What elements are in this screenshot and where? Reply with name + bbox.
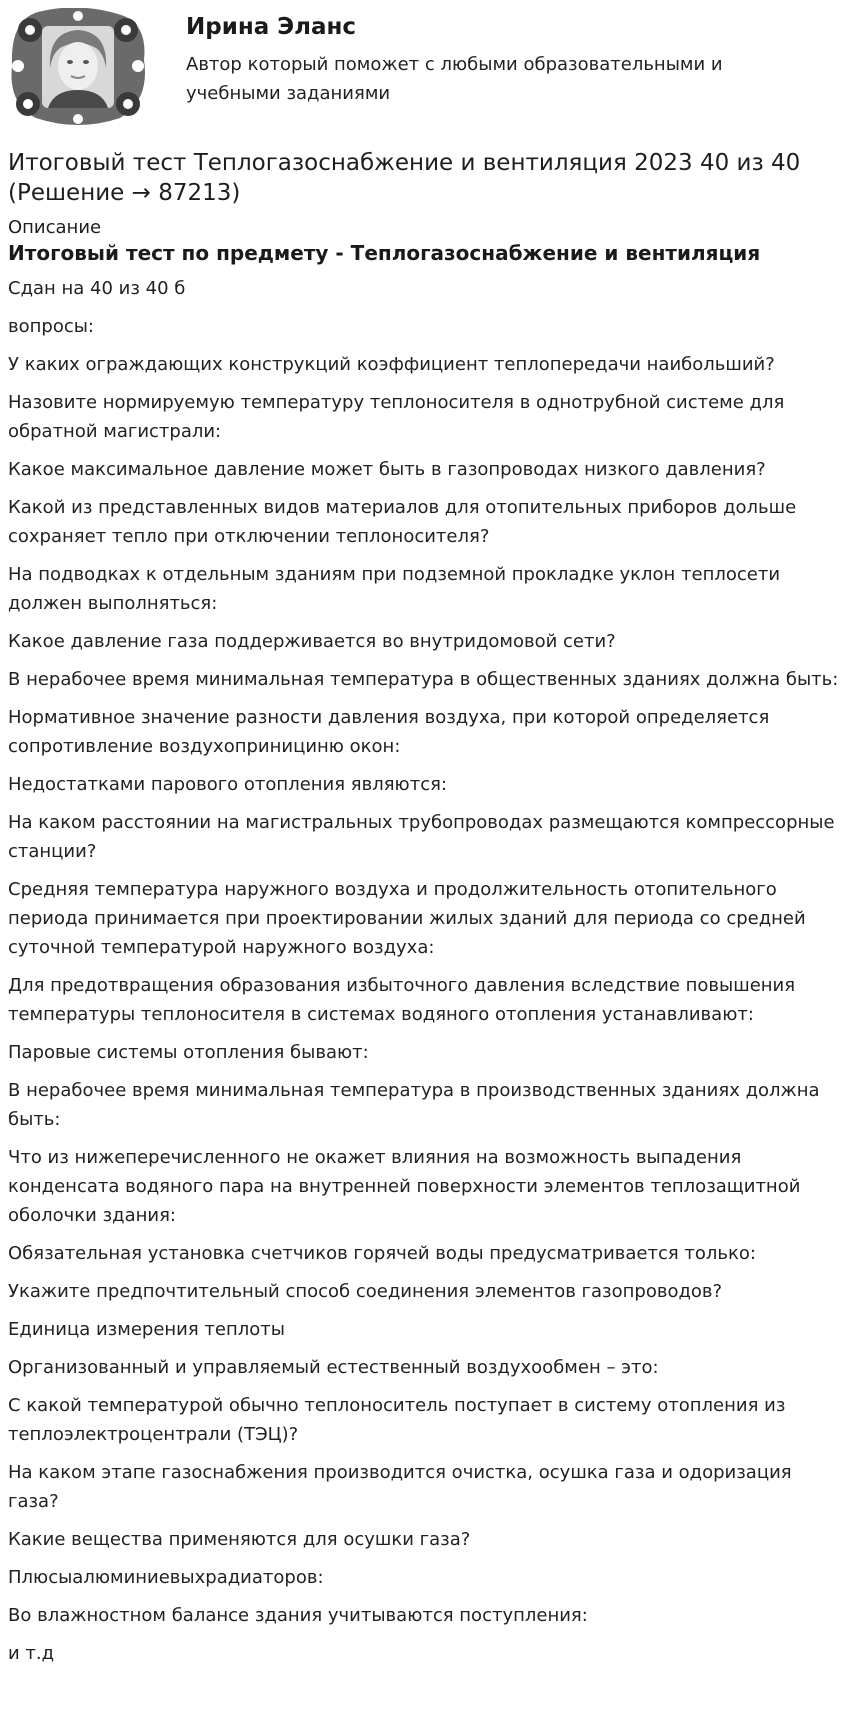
questions-label: вопросы:	[8, 316, 95, 337]
question-item: Назовите нормируемую температуру теплоносителя в однотрубной системе для обратной магистрали:	[8, 392, 785, 442]
question-item: Паровые системы отопления бывают:	[8, 1042, 369, 1063]
question-item: С какой температурой обычно теплоноситель поступает в систему отопления из теплоэлектроцентрали (ТЭЦ)?	[8, 1395, 786, 1445]
description-label: Описание	[8, 217, 102, 238]
score-text: Сдан на 40 из 40 б	[8, 278, 186, 299]
page-title: Итоговый тест Теплогазоснабжение и вентиляция 2023 40 из 40 (Решение → 87213)	[8, 150, 801, 206]
question-item: Что из нижеперечисленного не окажет влияния на возможность выпадения конденсата водяного пара на внутренней поверхности элементов теплозащитной оболочки здания:	[8, 1147, 801, 1226]
question-item: Организованный и управляемый естественный воздухообмен – это:	[8, 1357, 659, 1378]
question-item: Во влажностном балансе здания учитываются поступления:	[8, 1605, 588, 1626]
question-item: В нерабочее время минимальная температура в общественных зданиях должна быть:	[8, 669, 839, 690]
question-item: Недостатками парового отопления являются:	[8, 774, 447, 795]
question-item: Какое максимальное давление может быть в газопроводах низкого давления?	[8, 459, 766, 480]
question-item: В нерабочее время минимальная температура в производственных зданиях должна быть:	[8, 1080, 820, 1130]
question-item: Обязательная установка счетчиков горячей воды предусматривается только:	[8, 1243, 756, 1264]
author-description: Автор который поможет с любыми образовательными и учебными заданиями	[186, 54, 723, 104]
question-item: На подводках к отдельным зданиям при подземной прокладке уклон теплосети должен выполняться:	[8, 564, 781, 614]
question-item: Плюсыалюминиевыхрадиаторов:	[8, 1567, 324, 1588]
author-name: Ирина Эланс	[186, 14, 357, 40]
author-avatar	[8, 8, 148, 126]
question-item: Средняя температура наружного воздуха и продолжительность отопительного периода принимается при проектировании жилых зданий для периода со средней суточной температурой наружного воздуха:	[8, 879, 806, 958]
question-item: Какой из представленных видов материалов для отопительных приборов дольше сохраняет тепло при отключении теплоносителя?	[8, 497, 797, 547]
question-item: Для предотвращения образования избыточного давления вследствие повышения температуры теплоносителя в системах водяного отопления устанавливают:	[8, 975, 796, 1025]
question-item: Какие вещества применяются для осушки газа?	[8, 1529, 471, 1550]
question-item: Укажите предпочтительный способ соединения элементов газопроводов?	[8, 1281, 723, 1302]
question-item: На каком расстоянии на магистральных трубопроводах размещаются компрессорные станции?	[8, 812, 835, 862]
ending-text: и т.д	[8, 1643, 55, 1664]
subject-heading: Итоговый тест по предмету - Теплогазоснабжение и вентиляция	[8, 241, 761, 265]
question-item: Единица измерения теплоты	[8, 1319, 285, 1340]
question-item: Какое давление газа поддерживается во внутридомовой сети?	[8, 631, 616, 652]
document-body	[8, 216, 843, 1677]
question-item: На каком этапе газоснабжения производится очистка, осушка газа и одоризация газа?	[8, 1462, 792, 1512]
question-item: У каких ограждающих конструкций коэффициент теплопередачи наибольший?	[8, 354, 775, 375]
question-item: Нормативное значение разности давления воздуха, при которой определяется сопротивление воздухопринициню окон:	[8, 707, 770, 757]
author-block	[8, 8, 838, 128]
